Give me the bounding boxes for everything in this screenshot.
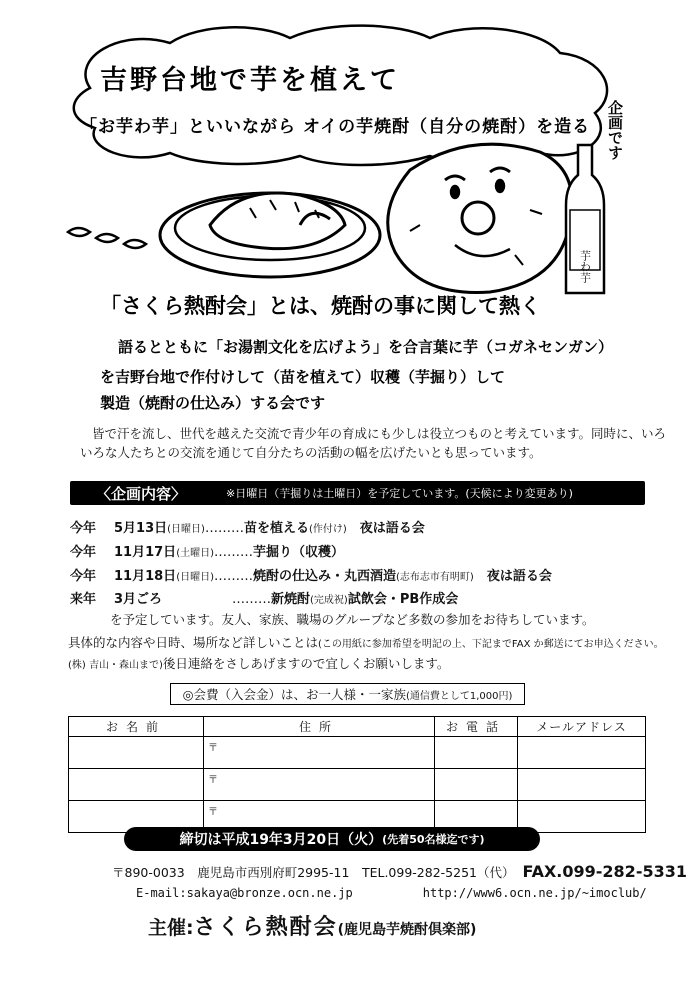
fee-box: ◎会費（入会金）は、お一人様・一家族 (通信費として1,000円) (170, 683, 525, 705)
address-field[interactable]: 〒 (204, 769, 435, 801)
form-row[interactable] (69, 737, 646, 769)
fax-number: FAX.099-282-5331 (522, 862, 687, 881)
intro-line-3: を吉野台地で作付けして（苗を植えて）収穫（芋掘り）して (100, 368, 506, 386)
name-field[interactable] (69, 769, 204, 801)
plan-note: ※日曜日（芋掘りは土曜日）を予定しています。(天候により変更あり) (226, 487, 573, 500)
headline-line-1: 吉野台地で芋を植えて (100, 65, 400, 96)
address-field[interactable]: 〒 (204, 801, 435, 833)
form-row[interactable] (69, 769, 646, 801)
intro-line-2: 語るとともに「お湯割文化を広げよう」を合言葉に芋（コガネセンガン） (118, 338, 614, 356)
plan-title: 〈企画内容〉 (96, 484, 187, 503)
phone-field[interactable] (435, 737, 518, 769)
col-name: お名前 (69, 717, 204, 737)
contact-web-line (136, 886, 647, 900)
email-field[interactable] (518, 769, 646, 801)
contact-line: 〒890-0033 鹿児島市西別府町2995-11 TEL.099-282-5251（代） FAX.099-282-5331 (112, 862, 687, 881)
contact-instructions: 具体的な内容や日時、場所など詳しいことは(この用紙に参加希望を明記の上、下記までFAX か郵送にてお申込ください。(株) 吉山・森山まで)後日連絡をさしあげますので宜しくお願いします。 (68, 635, 664, 671)
intro-body: 皆で汗を流し、世代を越えた交流で青少年の育成にも少しは役立つものと考えています。同時に、いろいろな人たちとの交流を通じて自分たちの活動の幅を広げたいとも思っています。 (80, 426, 667, 460)
email-field[interactable] (518, 737, 646, 769)
website-link[interactable]: http://www6.ocn.ne.jp/~imoclub/ (422, 886, 647, 900)
phone-field[interactable] (435, 769, 518, 801)
email-field[interactable] (518, 801, 646, 833)
col-phone: お電話 (435, 717, 518, 737)
schedule-row: 今年 11月18日(日曜日)………焼酎の仕込み・丸西酒造(志布志市有明町) 夜は語る会 (70, 569, 552, 584)
col-address: 住所 (204, 717, 435, 737)
schedule-row: 今年 11月17日(土曜日)………芋掘り（収穫） (70, 545, 345, 560)
illustration-potatoes (60, 140, 660, 300)
email-address[interactable]: E-mail:sakaya@bronze.ocn.ne.jp (136, 886, 353, 900)
intro-line-4: 製造（焼酎の仕込み）する会です (100, 394, 326, 412)
deadline-banner: 締切は平成19年3月20日（火） (先着50名様迄です) (124, 827, 540, 851)
application-form (68, 716, 646, 833)
side-note: 企画です (606, 100, 624, 160)
organizer: 主催:さくら熱酎会(鹿児島芋焼酎倶楽部) (148, 915, 477, 940)
headline-line-2: 「お芋わ芋」といいながら オイの芋焼酎（自分の焼酎）を造る (80, 117, 591, 137)
bottle-label: 芋わ芋 (578, 250, 592, 283)
intro-line-1: 「さくら熱酎会」とは、焼酎の事に関して熱く (100, 294, 541, 318)
col-email: メールアドレス (518, 717, 646, 737)
plan-header-bar (70, 481, 645, 505)
schedule-row: 今年 5月13日(日曜日)………苗を植える(作付け) 夜は語る会 (70, 521, 425, 536)
plan-invitation: を予定しています。友人、家族、職場のグループなど多数の参加をお待ちしています。 (110, 612, 595, 627)
address-field[interactable]: 〒 (204, 737, 435, 769)
name-field[interactable] (69, 737, 204, 769)
schedule-row: 来年 3月ごろ ………新焼酎(完成祝)試飲会・PB作成会 (70, 592, 459, 607)
